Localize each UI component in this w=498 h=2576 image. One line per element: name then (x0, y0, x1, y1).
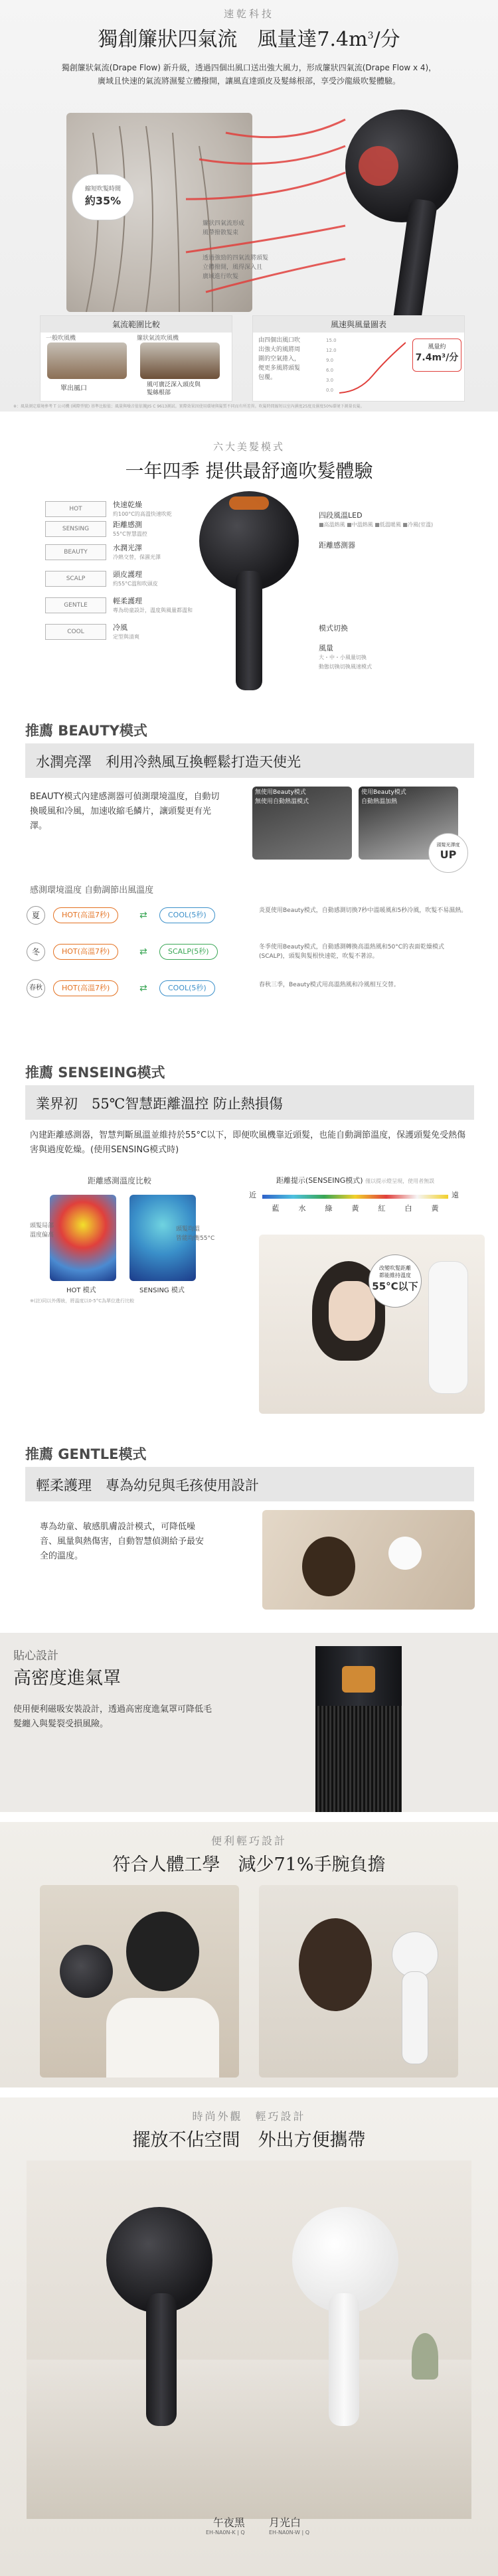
label-light (269, 2514, 309, 2536)
flow-chart-card (252, 315, 465, 402)
flow-title: 風速與風量圖表 (253, 316, 464, 333)
mode-sensing-label: 距離感測 55°C智慧溫控 (113, 520, 147, 537)
sensing-desc: 內建距離感測器，智慧判斷風溫並維持於55°C以下，即便吹風機靠近頭髮，也能自動調節溫度，保護頭髮免受熱傷害與過度乾燥。(使用SENSING模式時) (30, 1130, 466, 1155)
beauty-bar-text: 水潤亮澤 利用冷熱風互換輕鬆打造天使光 (36, 754, 301, 770)
note-volume: 透過強勁的四氣流將頭髮 立體撥開，風得深入且 廣域進行吹髮 (203, 255, 269, 280)
arrow-icon: ⇄ (139, 947, 147, 957)
section-style (0, 2097, 498, 2576)
heatmap-title: 距離感測溫度比較 (87, 1176, 151, 1185)
mode-tag-scalp: SCALP (45, 571, 106, 587)
summer-desc: 炎夏使用Beauty模式，自動感測切換7秒中溫暖風和5秒冷風，吹髮不易濕熱。 (259, 907, 467, 914)
shelf-surface (27, 2360, 471, 2519)
white-dryer (428, 1261, 468, 1394)
mode-hot-label: 快速乾燥 約100°C的高溫快速吹乾 (113, 500, 172, 517)
note-curtain: 簾狀四氣流形成 風帶撥散髮束 (203, 220, 245, 236)
airflow-waves (146, 106, 359, 319)
tick-12: 12.0 (326, 348, 337, 353)
heatmap-note: ※(註)同以外傳統，將溫度以0-5°C為單位進行比較 (30, 1298, 135, 1304)
beauty-bar (25, 743, 474, 778)
section-brand: 速乾科技 (223, 8, 274, 20)
gloss-label: 頭髮光澤度 (436, 842, 460, 848)
winter-hot-pill: HOT(高溫7秒) (53, 944, 118, 960)
white-dryer-handle (402, 1971, 428, 2064)
label-light-sku: EH-NA0N-W | Q (269, 2530, 310, 2536)
compare-right-caption: 風可廣泛深入頭皮與 髮絲根部 (147, 382, 201, 396)
distance-led-legend (242, 1175, 468, 1228)
mode-tag-gentle: GENTLE (45, 597, 106, 613)
season-summer: 夏 (27, 906, 45, 925)
dryer-led-bar (229, 496, 269, 510)
led-title: 距離提示(SENSEING模式) (276, 1176, 363, 1185)
label-light-name: 月光白 (269, 2516, 301, 2529)
flow-curve (339, 336, 406, 396)
mode-tag-cool: COOL (45, 624, 106, 640)
mode-tag-hot: HOT (45, 501, 106, 517)
led-label: 四段風溫LED ■高溫熱風 ■中溫熱風 ■低溫暖風 ■冷風(室溫) (319, 511, 434, 528)
season-rows (27, 906, 478, 1025)
far-label: 遠 (452, 1191, 459, 1199)
spring-desc: 春秋三季，Beauty模式用高溫熱風和冷風相互交替。 (259, 982, 400, 988)
sensing-header: 推薦 SENSEING模式 (25, 1065, 165, 1081)
switch-label: 模式切換 (319, 624, 348, 633)
woman-drying-photo-2 (259, 1885, 458, 2078)
section-ergonomic (0, 1822, 498, 2087)
airflow-compare-card (40, 315, 232, 402)
flow-badge-value: 7.4m³/分 (415, 352, 459, 363)
modes-kicker: 六大美髮模式 (212, 441, 285, 453)
section-intake (0, 1633, 498, 1812)
flow-badge (412, 339, 461, 372)
child-photo (262, 1510, 475, 1610)
spring-cool-pill: COOL(5秒) (159, 980, 215, 996)
compare-left-caption: 單出風口 (60, 385, 87, 392)
dryer-nozzle (359, 146, 398, 186)
gloss-up-badge (428, 833, 468, 873)
led-sub: 僅以提示燈呈現，使用者無誤 (365, 1178, 435, 1184)
mode-gentle-label: 輕柔護理 專為幼童設計，溫度與風量都溫和 (113, 597, 193, 613)
winter-desc: 冬季使用Beauty模式，自動感測轉換高溫熱風和50°C的表面乾燥模式(SCALP)，頭髮與髮根快速乾，吹髮不著涼。 (259, 944, 445, 960)
temp-badge (369, 1254, 422, 1308)
section-gentle (0, 1437, 498, 1616)
black-dryer-stem (146, 2293, 177, 2426)
intake-desc: 使用便利磁吸安裝設計，透過高密度進氣罩可降低毛髮纏入與髮裂受損風險。 (13, 1705, 212, 1729)
intake-cylinder (315, 1646, 402, 1812)
modes-dryer-handle (236, 571, 262, 690)
man-hair (126, 1912, 199, 1991)
compare-left-photo (47, 342, 127, 379)
woman-face (329, 1281, 375, 1341)
section-desc: 獨創簾狀氣流(Drape Flow) 新升級，透過四個出風口送出強大風力，形成簾狀四氣流(Drape Flow x 4)，廣域且快速的氣流將濕髮立體撥開，讓風直達頭皮及髮絲根部，享受沙龍級吹髮體驗。 (61, 63, 437, 86)
gentle-bar (25, 1467, 474, 1501)
title-part-c: /分 (373, 28, 400, 51)
title-part-a: 獨創簾狀四氣流 (98, 28, 238, 51)
arrow-icon: ⇄ (139, 910, 147, 921)
badge-value: 55°C以下 (372, 1280, 418, 1292)
badge-line-a: 改變吹髮距離 (379, 1265, 411, 1271)
winter-scalp-pill: SCALP(5秒) (159, 944, 218, 960)
heatmap-right-cap: SENSING 模式 (139, 1287, 185, 1294)
title-part-b: 風量達7.4m (257, 28, 368, 51)
label-dark (206, 2514, 245, 2536)
led-colors: 藍 水 綠 黃 紅 白 黃 (272, 1204, 439, 1213)
black-dryer-head (60, 1945, 113, 1998)
beauty-desc: BEAUTY模式內建感測器可偵測環境溫度，自動切換暖風和冷風，加速收縮毛鱗片，讓頭髮更有光澤。 (30, 792, 220, 831)
gentle-header: 推薦 GENTLE模式 (25, 1446, 147, 1462)
gentle-desc: 專為幼童、敏感肌膚設計模式，可降低噪音、風量與熱傷害，自動智慧偵測給予最安全的溫度。 (40, 1522, 205, 1561)
after-caption: 使用Beauty模式 自動熱溫加熱 (361, 789, 406, 805)
heatmap-left-cap: HOT 模式 (66, 1287, 96, 1294)
intake-led (342, 1666, 375, 1693)
man-shirt (106, 1998, 219, 2078)
sensor-label: 距離感測器 (319, 541, 355, 550)
ergonomic-kicker: 便利輕巧設計 (210, 1835, 287, 1847)
style-kicker: 時尚外觀 輕巧設計 (192, 2110, 306, 2123)
near-label: 近 (249, 1191, 256, 1199)
mode-cool-label: 冷風 定型與清爽 (113, 623, 139, 640)
season-winter: 冬 (27, 943, 45, 961)
flow-axis (326, 336, 406, 396)
intake-kicker: 貼心設計 (13, 1649, 58, 1663)
tick-3: 3.0 (326, 378, 334, 383)
flow-badge-label: 風量約 (428, 344, 446, 350)
woman-drying-photo (259, 1235, 485, 1414)
heatmap-right-label: 頭髮均溫 皆能均衡55°C (176, 1226, 215, 1242)
tick-9: 9.0 (326, 358, 334, 363)
sensing-bar (25, 1085, 474, 1120)
gloss-value: UP (440, 848, 457, 861)
ergonomic-title: 符合人體工學 減少71%手腕負擔 (112, 1855, 386, 1875)
flow-desc: 由四個出風口吹 出強大的風將周 圍的空氣捲入， 便更多風將頭髮 包覆。 (258, 337, 301, 381)
tick-0: 0.0 (326, 388, 334, 393)
title-unit: 3 (367, 31, 374, 41)
white-dryer-stem (329, 2293, 359, 2426)
compare-left-label: 一般吹風機 (46, 335, 76, 342)
mode-tag-beauty: BEAUTY (45, 544, 106, 560)
intake-title: 高密度進氣罩 (13, 1668, 121, 1689)
intake-grille (315, 1706, 402, 1812)
tick-15: 15.0 (326, 338, 337, 343)
product-shelf-scene (27, 2160, 471, 2519)
led-gradient (262, 1195, 448, 1199)
summer-hot-pill: HOT(高溫7秒) (53, 907, 118, 923)
flow-ticks (326, 336, 337, 396)
arrow-icon: ⇄ (139, 983, 147, 994)
section-beauty (0, 714, 498, 1045)
man-drying-photo (40, 1885, 239, 2078)
label-dark-sku: EH-NA0N-K | Q (206, 2530, 245, 2536)
season-spring-autumn: 春秋 (27, 979, 45, 998)
gentle-bar-text: 輕柔護理 專為幼兒與毛孩使用設計 (36, 1477, 259, 1493)
modes-title: 一年四季 提供最舒適吹髮體驗 (125, 460, 373, 482)
heatmap-left-label: 頭髮局部 溫度偏高 (30, 1223, 54, 1239)
sensing-bar-text: 業界初 55℃智慧距離溫控 防止熱損傷 (36, 1096, 283, 1112)
woman2-hair (299, 1918, 372, 2011)
compare-right-photo (140, 342, 220, 379)
plant-vase (412, 2333, 438, 2380)
spring-hot-pill: HOT(高溫7秒) (53, 980, 118, 996)
before-caption: 無使用Beauty模式 無使用自動熱溫模式 (255, 789, 309, 805)
badge-line-b: 都能維持溫度 (379, 1272, 411, 1278)
volume-label: 風量 大・中・小風量切換 動態切換切換風速模式 (319, 644, 372, 670)
section-modes (0, 431, 498, 697)
section-airflow (0, 0, 498, 412)
label-dark-name: 午夜黑 (212, 2516, 245, 2529)
compare-right-label: 簾狀氣流吹風機 (137, 335, 179, 342)
gentle-dryer (388, 1537, 422, 1570)
mode-scalp-label: 頭皮護理 約55°C溫和吹頭皮 (113, 570, 158, 587)
bubble-label: 縮短吹髮時間 (84, 186, 121, 192)
bubble-value: 約35% (84, 194, 122, 207)
mode-tag-sensing: SENSING (45, 521, 106, 537)
compare-title: 氣流範圍比較 (41, 316, 232, 333)
child-hair (302, 1537, 355, 1596)
heatmap-hot (50, 1195, 116, 1281)
footnote: ※：風量測定環境參考 T 公司機 (國際型號) 基準比較值；風量與噪音值依據JIS C 9613測試。實際效果因使用環境與髮質不同而有所差異。吹髮時間縮短以室內濕度25度及濕度50%環境下測量長髮。 (13, 404, 365, 409)
tick-6: 6.0 (326, 368, 334, 373)
summer-cool-pill: COOL(5秒) (159, 907, 215, 923)
section-title (0, 23, 498, 52)
style-title: 擺放不佔空間 外出方便攜帶 (132, 2130, 366, 2151)
beauty-header: 推薦 BEAUTY模式 (25, 723, 147, 739)
section-sensing (0, 1055, 498, 1427)
time-bubble (72, 174, 134, 220)
beauty-sub-header: 感測環境溫度 自動調節出風溫度 (30, 885, 154, 895)
mode-beauty-label: 水潤光澤 冷熱交替，保濕光澤 (113, 544, 161, 560)
heatmap-compare (30, 1175, 215, 1308)
